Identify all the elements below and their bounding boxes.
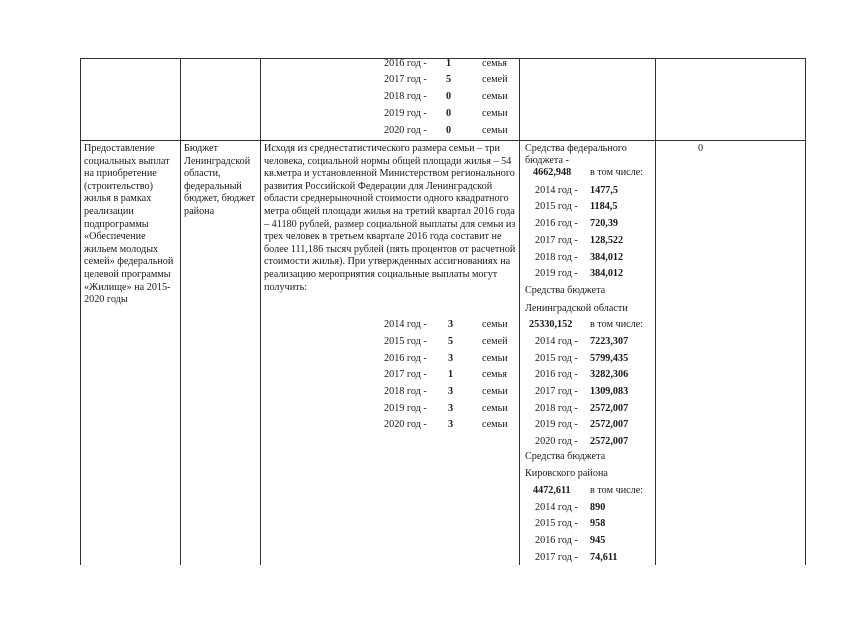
family-unit: семьи — [482, 386, 508, 397]
family-count: 0 — [446, 125, 452, 136]
year-label: 2020 год - — [384, 419, 427, 430]
year-label: 2020 год - — [384, 125, 427, 136]
regional-title: Средства бюджета — [525, 285, 606, 296]
regional-value: 5799,435 — [590, 353, 629, 364]
regional-value: 7223,307 — [590, 336, 629, 347]
family-count: 1 — [446, 58, 452, 69]
column-border — [519, 58, 520, 565]
year-label: 2016 год - — [384, 58, 427, 69]
regional-value: 1309,083 — [590, 386, 629, 397]
column-border — [80, 58, 81, 565]
regional-total: 25330,152 — [529, 319, 573, 330]
year-label: 2016 год - — [535, 535, 578, 546]
family-unit: семьи — [482, 91, 508, 102]
regional-value: 2572,007 — [590, 419, 629, 430]
regional-title-cont: Ленинградской области — [525, 303, 628, 314]
family-count: 5 — [446, 74, 452, 85]
district-incl-label: в том числе: — [590, 485, 644, 496]
year-label: 2015 год - — [384, 336, 427, 347]
year-label: 2014 год - — [384, 319, 427, 330]
year-label: 2019 год - — [384, 108, 427, 119]
district-title-cont: Кировского района — [525, 468, 608, 479]
family-unit: семей — [482, 74, 508, 85]
family-count: 5 — [448, 336, 454, 347]
year-label: 2017 год - — [535, 386, 578, 397]
year-label: 2014 год - — [535, 185, 578, 196]
year-label: 2015 год - — [535, 353, 578, 364]
family-unit: семьи — [482, 419, 508, 430]
family-unit: семьи — [482, 125, 508, 136]
year-label: 2017 год - — [535, 552, 578, 563]
family-unit: семьи — [482, 108, 508, 119]
year-label: 2018 год - — [535, 252, 578, 263]
column-border — [805, 58, 806, 565]
regional-value: 2572,007 — [590, 403, 629, 414]
federal-total: 4662,948 — [533, 167, 572, 178]
family-count: 1 — [448, 369, 454, 380]
federal-value: 384,012 — [590, 268, 624, 279]
regional-value: 2572,007 — [590, 436, 629, 447]
family-count: 3 — [448, 386, 454, 397]
year-label: 2017 год - — [535, 235, 578, 246]
year-label: 2018 год - — [384, 91, 427, 102]
column-border — [180, 58, 181, 565]
budget-source: Бюджет Ленинградской области, федеральный бюджет, бюджет района — [184, 143, 256, 217]
federal-value: 128,522 — [590, 235, 624, 246]
district-value: 890 — [590, 502, 606, 513]
federal-title-cont: бюджета - — [525, 155, 569, 166]
family-unit: семьи — [482, 353, 508, 364]
year-label: 2018 год - — [384, 386, 427, 397]
federal-value: 720,39 — [590, 218, 619, 229]
district-title: Средства бюджета — [525, 451, 606, 462]
family-count: 0 — [446, 108, 452, 119]
year-label: 2016 год - — [535, 369, 578, 380]
description-text: Исходя из среднестатистического размера семьи – три человека, социальной нормы общей площади жилья – 54 кв.метра и установленной Министерством регионального развития Российской Федерации для Ленинградской области среднерыночной стоимости одного квадратного метра общей площади жилья на третий квартал 2016 года – 41180 рублей, размер социальной выплаты для семьи из трех человек в третьем квартале 2016 года составит не более 111,186 тысяч рублей (пять процентов от расчетной стоимости жилья). При утвержденных ассигнованиях на реализацию мероприятия социальные выплаты могут получить: — [264, 143, 516, 293]
table-top-border — [80, 58, 805, 59]
year-label: 2020 год - — [535, 436, 578, 447]
federal-value: 1477,5 — [590, 185, 619, 196]
year-label: 2017 год - — [384, 74, 427, 85]
family-count: 3 — [448, 403, 454, 414]
year-label: 2018 год - — [535, 403, 578, 414]
family-unit: семьи — [482, 403, 508, 414]
year-label: 2015 год - — [535, 201, 578, 212]
activity-title: Предоставление социальных выплат на приобретение (строительство) жилья в рамках реализации подпрограммы «Обеспечение жильем молодых семей» федеральной целевой программы «Жилище» на 2015-2020 годы — [84, 143, 174, 306]
year-label: 2014 год - — [535, 336, 578, 347]
year-label: 2016 год - — [384, 353, 427, 364]
federal-value: 384,012 — [590, 252, 624, 263]
regional-incl-label: в том числе: — [590, 319, 644, 330]
family-count: 3 — [448, 419, 454, 430]
year-label: 2017 год - — [384, 369, 427, 380]
federal-value: 1184,5 — [590, 201, 618, 212]
family-count: 0 — [446, 91, 452, 102]
federal-incl-label: в том числе: — [590, 167, 644, 178]
family-unit: семья — [482, 58, 507, 69]
district-value: 958 — [590, 518, 606, 529]
row-divider — [80, 140, 805, 141]
district-value: 945 — [590, 535, 606, 546]
district-total: 4472,611 — [533, 485, 571, 496]
year-label: 2014 год - — [535, 502, 578, 513]
column-border — [260, 58, 261, 565]
regional-value: 3282,306 — [590, 369, 629, 380]
family-unit: семьи — [482, 319, 508, 330]
year-label: 2019 год - — [535, 419, 578, 430]
year-label: 2019 год - — [535, 268, 578, 279]
family-unit: семей — [482, 336, 508, 347]
year-label: 2019 год - — [384, 403, 427, 414]
family-unit: семья — [482, 369, 507, 380]
district-value: 74,611 — [590, 552, 618, 563]
federal-title: Средства федерального — [525, 143, 627, 154]
family-count: 3 — [448, 319, 454, 330]
last-column-value: 0 — [698, 143, 704, 154]
column-border — [655, 58, 656, 565]
year-label: 2016 год - — [535, 218, 578, 229]
family-count: 3 — [448, 353, 454, 364]
year-label: 2015 год - — [535, 518, 578, 529]
